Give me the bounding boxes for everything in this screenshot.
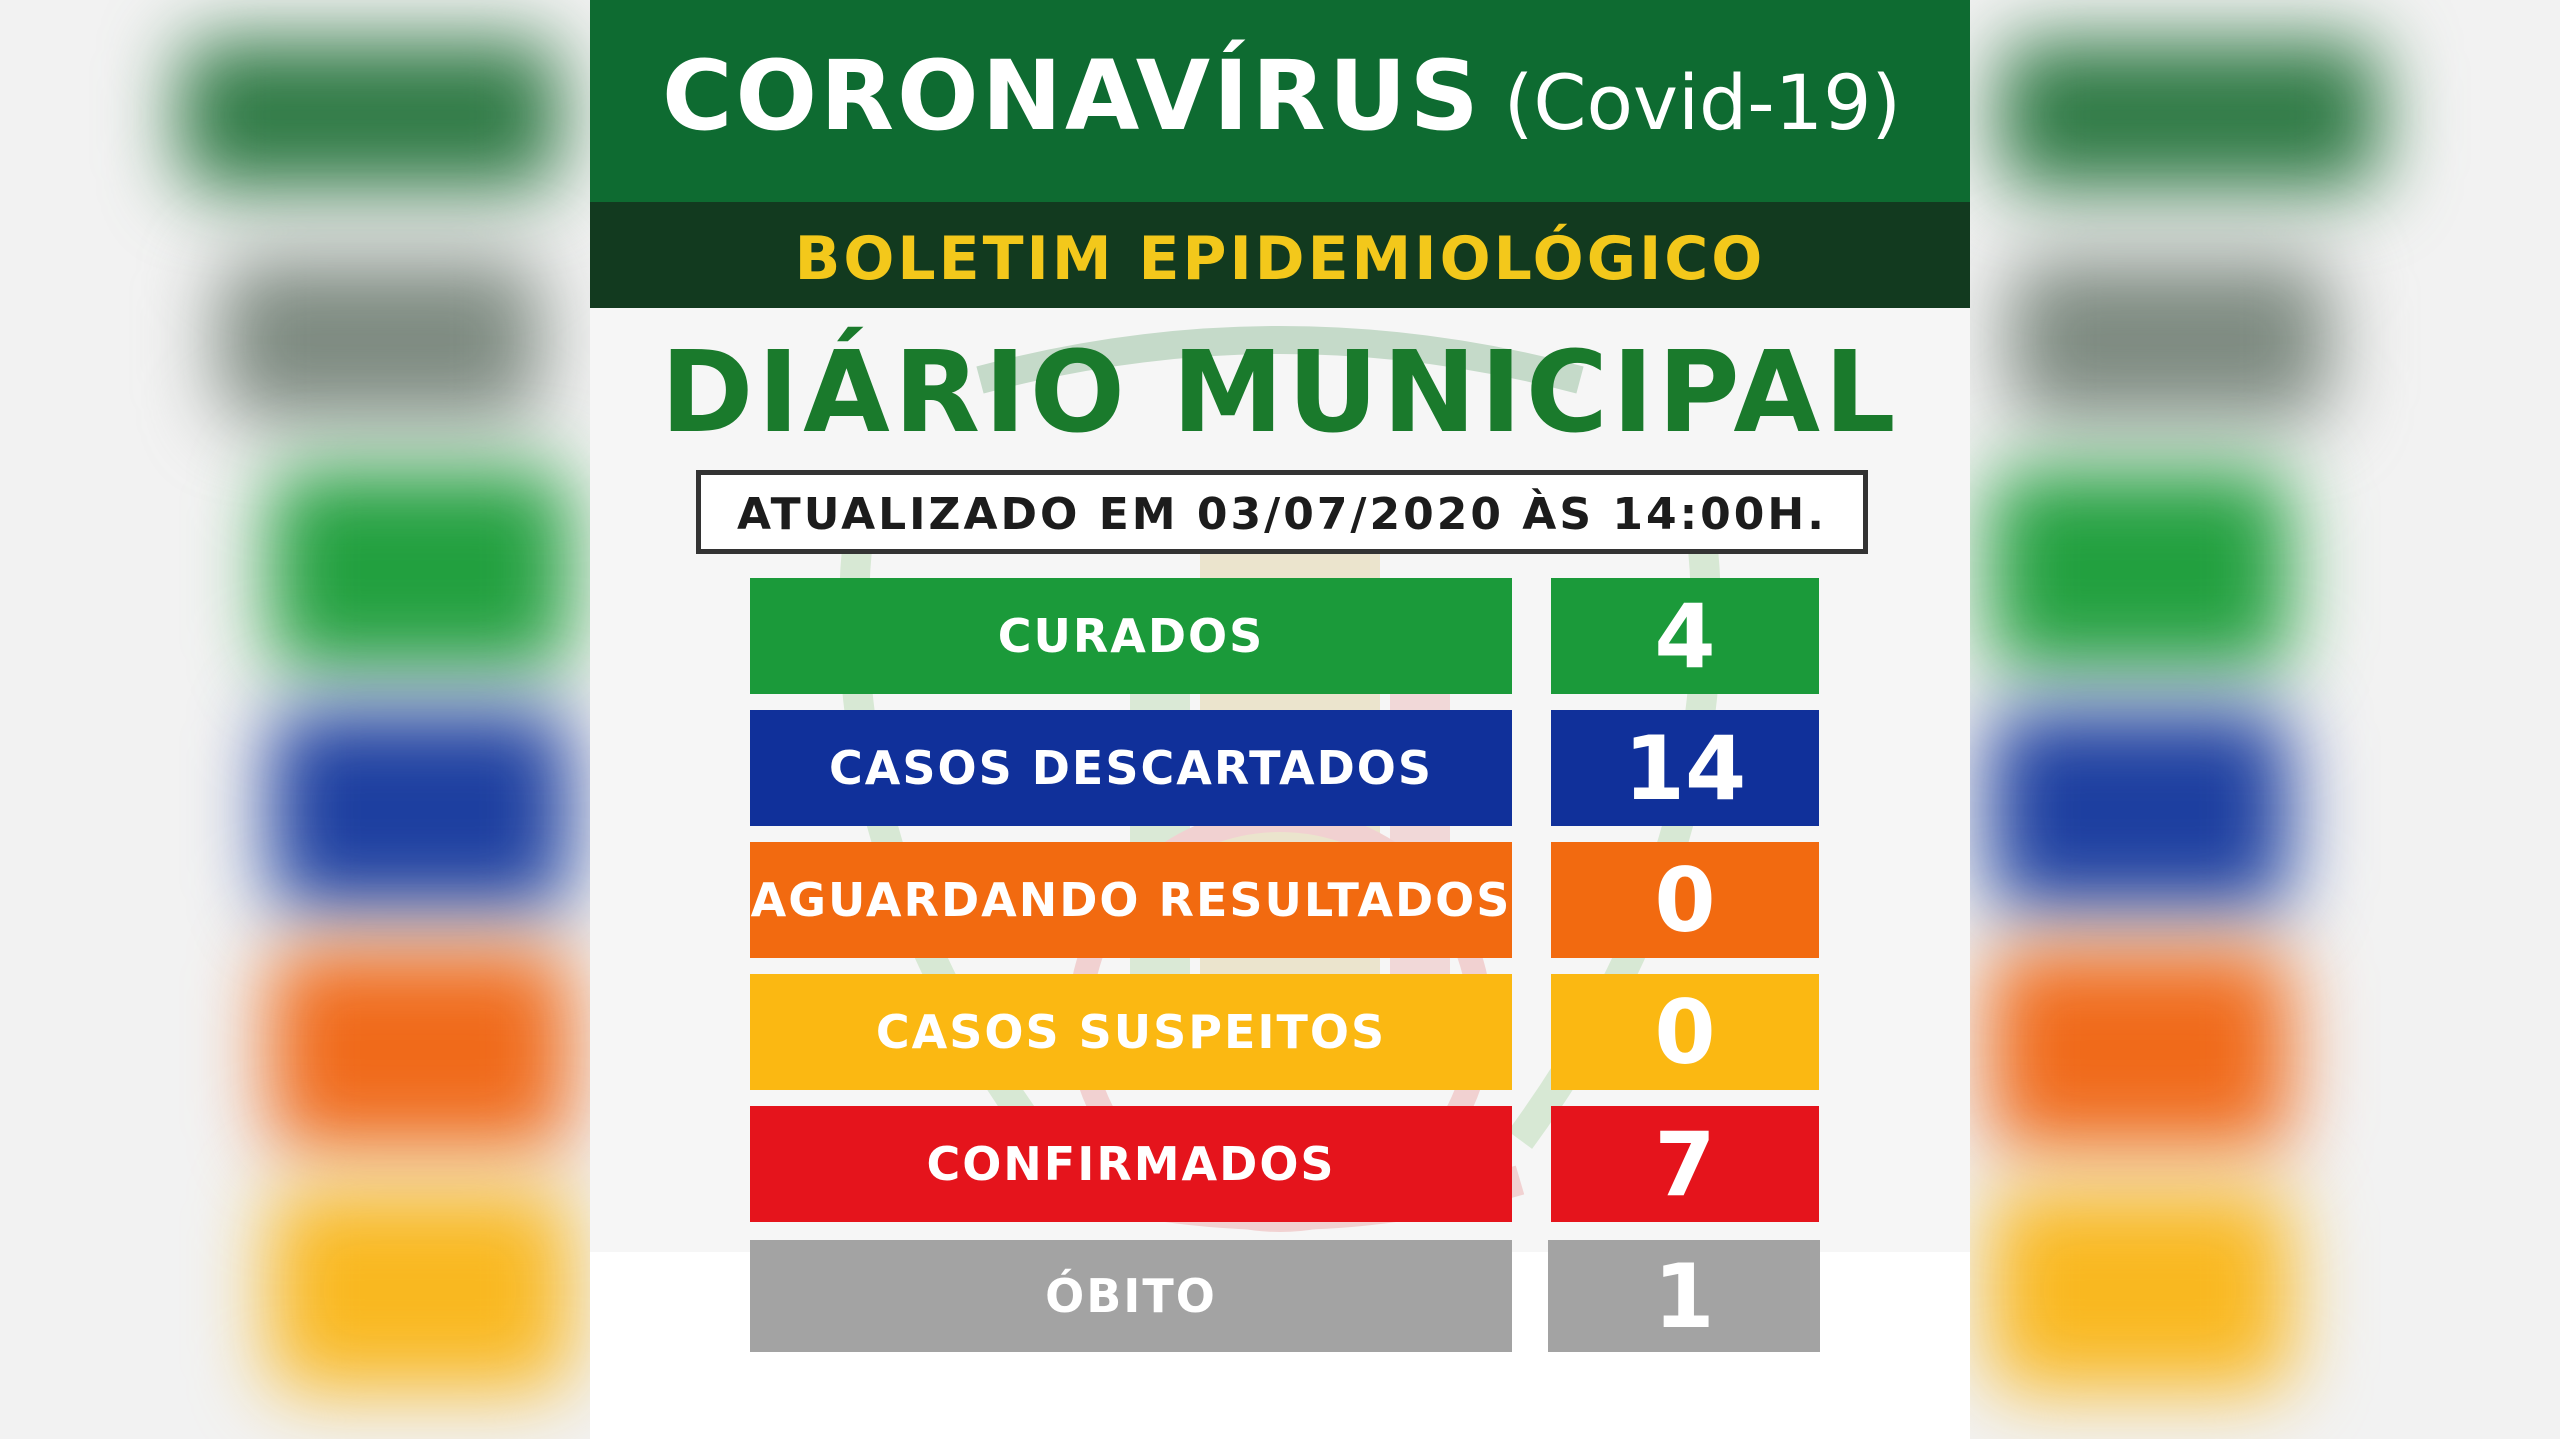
stat-value-confirmados: 7 (1551, 1106, 1819, 1222)
stat-value-obito: 1 (1548, 1240, 1820, 1352)
header-title (662, 40, 1901, 152)
blurred-background-left (0, 0, 590, 1439)
title-coronavirus: CORONAVÍRUS (662, 40, 1482, 152)
updated-timestamp-box (696, 470, 1868, 554)
stat-value-casos-descartados: 14 (1551, 710, 1819, 826)
stat-label-aguardando-resultados: AGUARDANDO RESULTADOS (750, 842, 1512, 958)
page-title: DIÁRIO MUNICIPAL (660, 328, 1900, 458)
stat-label-confirmados: CONFIRMADOS (750, 1106, 1512, 1222)
stat-value-curados: 4 (1551, 578, 1819, 694)
bulletin-label: BOLETIM EPIDEMIOLÓGICO (794, 224, 1766, 294)
stat-label-casos-suspeitos: CASOS SUSPEITOS (750, 974, 1512, 1090)
blurred-background-right (1970, 0, 2560, 1439)
stat-value-casos-suspeitos: 0 (1551, 974, 1819, 1090)
stat-label-casos-descartados: CASOS DESCARTADOS (750, 710, 1512, 826)
updated-timestamp: ATUALIZADO EM 03/07/2020 ÀS 14:00H. (737, 489, 1827, 540)
title-covid19: (Covid-19) (1503, 58, 1902, 147)
bulletin-poster (590, 0, 1970, 1439)
header-banner (590, 0, 1970, 202)
stat-value-aguardando-resultados: 0 (1551, 842, 1819, 958)
stat-label-obito: ÓBITO (750, 1240, 1512, 1352)
stat-label-curados: CURADOS (750, 578, 1512, 694)
bulletin-bar (590, 202, 1970, 308)
